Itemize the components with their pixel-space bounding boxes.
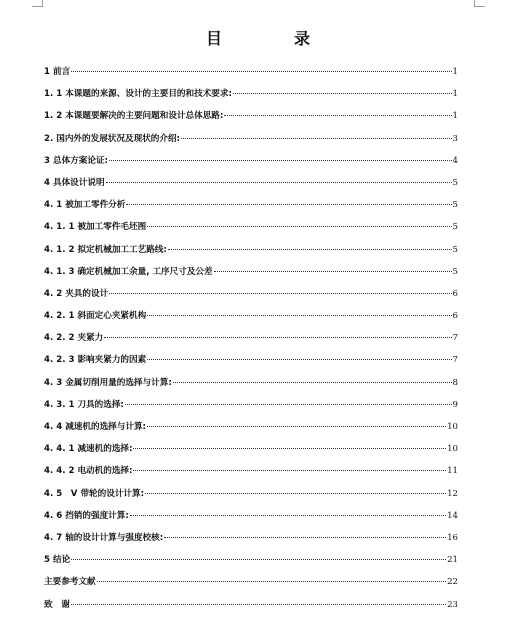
toc-entry-page: 7: [452, 355, 458, 366]
toc-entry-label: 4. 1. 1 被加工零件毛坯图: [44, 222, 147, 233]
toc-entry[interactable]: [44, 554, 458, 576]
toc-entry[interactable]: [44, 465, 458, 487]
toc-entry[interactable]: [44, 599, 458, 621]
toc-entry-label: 4. 4. 1 减速机的选择:: [44, 444, 133, 455]
toc-dot-leader: [147, 226, 451, 227]
toc-dot-leader: [181, 138, 452, 139]
toc-entry[interactable]: [44, 110, 458, 132]
toc-entry-page: 10: [447, 422, 458, 432]
toc-entry[interactable]: [44, 332, 458, 354]
toc-entry[interactable]: [44, 421, 458, 443]
toc-entry-label: 1. 2 本课题要解决的主要问题和设计总体思路:: [44, 111, 224, 122]
toc-dot-leader: [147, 426, 446, 427]
toc-entry-page: 4: [452, 155, 458, 166]
toc-entry-page: 5: [452, 244, 458, 255]
toc-dot-leader: [71, 71, 451, 72]
toc-dot-leader: [233, 93, 452, 94]
toc-entry-label: 5 结论: [44, 555, 71, 566]
toc-entry[interactable]: [44, 310, 458, 332]
toc-entry-page: 5: [452, 266, 458, 277]
toc-dot-leader: [147, 359, 451, 360]
toc-dot-leader: [126, 204, 451, 205]
toc-entry-page: 9: [452, 399, 458, 410]
toc-entry[interactable]: [44, 221, 458, 243]
toc-entry[interactable]: [44, 177, 458, 199]
toc-dot-leader: [147, 315, 451, 316]
toc-entry-label: 4. 2. 3 影响夹紧力的因素: [44, 355, 147, 366]
toc-dot-leader: [71, 559, 446, 560]
toc-entry-page: 22: [447, 577, 458, 588]
toc-entry-page: 1: [452, 67, 458, 77]
toc-dot-leader: [214, 271, 452, 272]
toc-dot-leader: [164, 537, 446, 538]
toc-dot-leader: [145, 493, 446, 494]
toc-entry-page: 8: [452, 377, 458, 388]
toc-dot-leader: [125, 404, 452, 405]
toc-entry-label: 2. 国内外的发展状况及现状的介绍:: [44, 133, 180, 144]
toc-entry-label: 4. 1. 3 确定机械加工余量, 工序尺寸及公差: [44, 266, 213, 277]
toc-entry[interactable]: [44, 443, 458, 465]
toc-entry-label: 4. 2. 1 斜面定心夹紧机构: [44, 311, 147, 322]
toc-entry-label: 1 前言: [44, 67, 71, 77]
toc-entry-label: 4. 4 减速机的选择与计算:: [44, 422, 146, 432]
toc-dot-leader: [106, 182, 452, 183]
toc-entry[interactable]: [44, 510, 458, 532]
toc-entry-page: 6: [452, 288, 458, 299]
toc-dot-leader: [104, 337, 451, 338]
toc-entry-label: 4. 2 夹具的设计: [44, 288, 109, 299]
toc-entry-label: 致 谢: [44, 599, 70, 610]
toc-entry[interactable]: [44, 66, 458, 88]
toc-entry[interactable]: [44, 244, 458, 266]
toc-entry-page: 7: [452, 333, 458, 344]
toc-entry-page: 14: [447, 510, 458, 521]
toc-entry[interactable]: [44, 399, 458, 421]
toc-entry-label: 主要参考文献: [44, 577, 96, 588]
toc-entry[interactable]: [44, 155, 458, 177]
toc-dot-leader: [168, 249, 452, 250]
toc-dot-leader: [224, 115, 451, 116]
toc-entry-page: 11: [447, 466, 458, 477]
toc-entry[interactable]: [44, 532, 458, 554]
toc-entry[interactable]: [44, 488, 458, 510]
toc-dot-leader: [133, 448, 446, 449]
toc-entry-page: 3: [452, 133, 458, 144]
toc-entry[interactable]: [44, 377, 458, 399]
toc-entry[interactable]: [44, 354, 458, 376]
toc-entry-page: 6: [452, 311, 458, 322]
crop-mark-top-left: [32, 0, 43, 7]
toc-entry[interactable]: [44, 288, 458, 310]
toc-dot-leader: [109, 293, 451, 294]
toc-entry-label: 4. 4. 2 电动机的选择:: [44, 466, 133, 477]
toc-dot-leader: [71, 604, 446, 605]
toc-dot-leader: [130, 515, 446, 516]
toc-entry-label: 4. 6 挡销的强度计算:: [44, 510, 129, 521]
toc-entry-page: 5: [452, 222, 458, 233]
toc-entry-label: 4. 7 轴的设计计算与强度校核:: [44, 532, 164, 543]
toc-dot-leader: [173, 382, 452, 383]
toc-entry[interactable]: [44, 88, 458, 110]
toc-entry-label: 4. 3 金属切削用量的选择与计算:: [44, 377, 172, 388]
toc-entry-label: 4. 5 V 带轮的设计计算:: [44, 488, 145, 499]
toc-dot-leader: [97, 581, 446, 582]
toc-entry-page: 23: [447, 599, 458, 610]
toc-entry[interactable]: [44, 133, 458, 155]
toc-dot-leader: [133, 470, 446, 471]
toc-entry-label: 4 具体设计说明: [44, 177, 105, 188]
toc-entry-label: 4. 1. 2 拟定机械加工工艺路线:: [44, 244, 167, 255]
toc-entry-label: 1. 1 本课题的来源、设计的主要目的和技术要求:: [44, 89, 232, 100]
crop-mark-top-right: [474, 0, 485, 7]
toc-entry-label: 3 总体方案论证:: [44, 155, 108, 166]
toc-entry-page: 10: [447, 444, 458, 455]
toc-entry-page: 16: [447, 532, 458, 543]
toc-entry-page: 12: [447, 488, 458, 499]
toc-entry[interactable]: [44, 576, 458, 598]
toc-entry-label: 4. 3. 1 刀具的选择:: [44, 399, 124, 410]
toc-entry-label: 4. 1 被加工零件分析: [44, 200, 126, 211]
toc-dot-leader: [109, 160, 452, 161]
toc-entry-page: 1: [452, 111, 458, 122]
table-of-contents: [44, 66, 458, 621]
toc-entry-page: 5: [452, 177, 458, 188]
toc-entry-page: 5: [452, 200, 458, 211]
toc-entry-page: 21: [447, 555, 458, 566]
page-title: 目 录: [205, 29, 338, 48]
toc-entry-label: 4. 2. 2 夹紧力: [44, 333, 104, 344]
toc-entry-page: 1: [452, 89, 458, 100]
toc-entry[interactable]: [44, 266, 458, 288]
toc-entry[interactable]: [44, 199, 458, 221]
